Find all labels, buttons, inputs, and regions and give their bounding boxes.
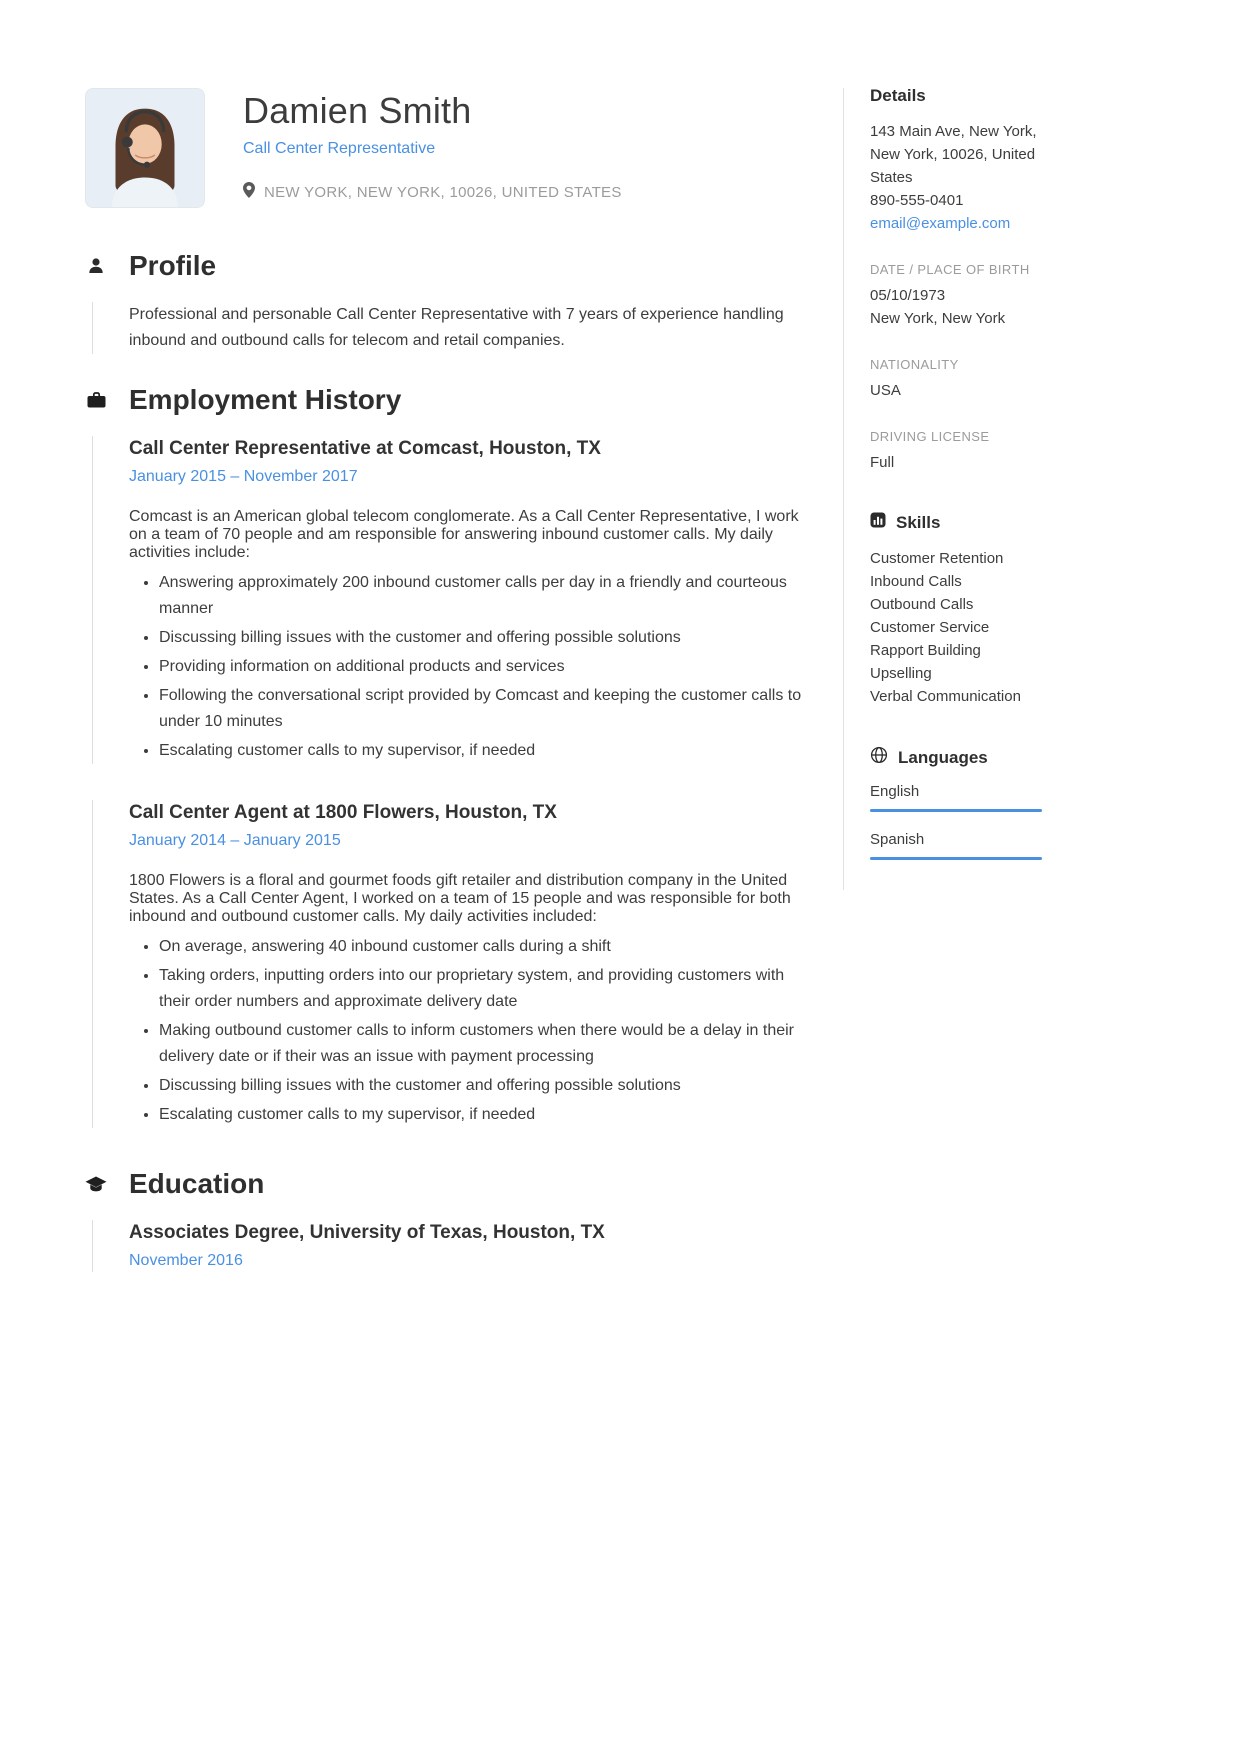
nationality-label: NATIONALITY: [870, 357, 959, 372]
bullet-item: • Escalating customer calls to my supervisor, if needed: [159, 1102, 811, 1128]
bullet-item: • Providing information on additional products and services: [159, 654, 811, 680]
education-date: November 2016: [129, 1252, 243, 1269]
birth-date: 05/10/1973: [870, 287, 946, 304]
job-bullet-list: [129, 934, 811, 1128]
job-description: Comcast is an American global telecom conglomerate. As a Call Center Representative, I work on a team of 70 people and am responsible for answering inbound customer calls. My daily activities include:: [129, 508, 799, 561]
language-list: [870, 783, 1042, 860]
main-column: [85, 88, 811, 1302]
profile-text: Professional and personable Call Center Representative with 7 years of experience handling inbound and outbound calls for telecom and retail companies.: [129, 306, 784, 349]
graduation-cap-icon: [85, 1174, 107, 1194]
birth-place: New York, New York: [870, 310, 1006, 327]
bar-chart-icon: [870, 512, 886, 533]
bullet-item: • On average, answering 40 inbound customer calls during a shift: [159, 934, 811, 960]
candidate-job-title: Call Center Representative: [243, 140, 436, 157]
bullet-item: • Taking orders, inputting orders into our proprietary system, and providing customers with their order numbers and approximate delivery date: [159, 963, 811, 1015]
details-sidebar: [870, 86, 1042, 879]
skill-item: Upselling: [870, 665, 932, 682]
education-heading: Education: [129, 1168, 265, 1199]
job-bullet-list: [129, 570, 811, 764]
employment-section: [85, 384, 811, 1128]
briefcase-icon: [85, 390, 107, 410]
bullet-item: • Answering approximately 200 inbound customer calls per day in a friendly and courteous manner: [159, 570, 811, 622]
skill-item: Customer Service: [870, 619, 990, 636]
person-icon: [85, 256, 107, 276]
resume-header: [85, 88, 811, 208]
skills-block: [870, 512, 1042, 708]
job-dates: January 2014 – January 2015: [129, 832, 341, 849]
birth-label: DATE / PLACE OF BIRTH: [870, 262, 1030, 277]
column-divider: [843, 88, 844, 890]
location-text: NEW YORK, NEW YORK, 10026, UNITED STATES: [264, 183, 622, 201]
driving-license-label: DRIVING LICENSE: [870, 429, 990, 444]
language-name: English: [870, 783, 920, 800]
skill-item: Inbound Calls: [870, 573, 962, 590]
job-entry: [92, 436, 811, 764]
email-link[interactable]: email@example.com: [870, 215, 1011, 232]
job-title: Call Center Representative at Comcast, Houston, TX: [129, 438, 601, 459]
job-description: 1800 Flowers is a floral and gourmet foods gift retailer and distribution company in the United States. As a Call Center Agent, I worked on a team of 15 people and was responsible for both inbound and outbound customer calls. My daily activities included:: [129, 872, 791, 925]
education-degree: Associates Degree, University of Texas, Houston, TX: [129, 1222, 605, 1243]
skill-item: Rapport Building: [870, 642, 981, 659]
language-name: Spanish: [870, 831, 925, 848]
driving-license-value: Full: [870, 454, 895, 471]
profile-section: [85, 250, 811, 354]
language-level-bar: [870, 857, 1042, 860]
language-level-bar: [870, 809, 1042, 812]
details-heading: Details: [870, 86, 926, 105]
skills-list: [870, 547, 1042, 708]
employment-heading: Employment History: [129, 384, 402, 415]
languages-heading: Languages: [898, 747, 988, 767]
skill-item: Verbal Communication: [870, 688, 1021, 705]
languages-block: [870, 746, 1042, 860]
bullet-item: • Making outbound customer calls to inform customers when there would be a delay in their delivery date or if their was an issue with payment processing: [159, 1018, 811, 1070]
language-item: [870, 831, 1042, 860]
skill-item: Outbound Calls: [870, 596, 974, 613]
nationality-value: USA: [870, 382, 901, 399]
skill-item: Customer Retention: [870, 550, 1004, 567]
job-title: Call Center Agent at 1800 Flowers, Houston, TX: [129, 802, 557, 823]
woman-with-headset-photo: [86, 89, 204, 207]
address-text: 143 Main Ave, New York, New York, 10026, United States: [870, 123, 1037, 186]
bullet-item: • Following the conversational script provided by Comcast and keeping the customer calls to under 10 minutes: [159, 683, 811, 735]
language-item: [870, 783, 1042, 812]
location-pin-icon: [243, 182, 255, 202]
bullet-item: • Discussing billing issues with the customer and offering possible solutions: [159, 1073, 811, 1099]
candidate-location: [243, 182, 622, 202]
job-dates: January 2015 – November 2017: [129, 468, 358, 485]
header-text: [243, 88, 622, 208]
education-section: [85, 1168, 811, 1272]
bullet-item: • Discussing billing issues with the customer and offering possible solutions: [159, 625, 811, 651]
bullet-item: • Escalating customer calls to my supervisor, if needed: [159, 738, 811, 764]
skills-heading: Skills: [896, 512, 941, 532]
candidate-name: Damien Smith: [243, 90, 472, 131]
profile-photo: [85, 88, 205, 208]
job-entry: [92, 800, 811, 1128]
globe-icon: [870, 746, 888, 769]
profile-heading: Profile: [129, 250, 217, 281]
phone-number: 890-555-0401: [870, 192, 964, 209]
